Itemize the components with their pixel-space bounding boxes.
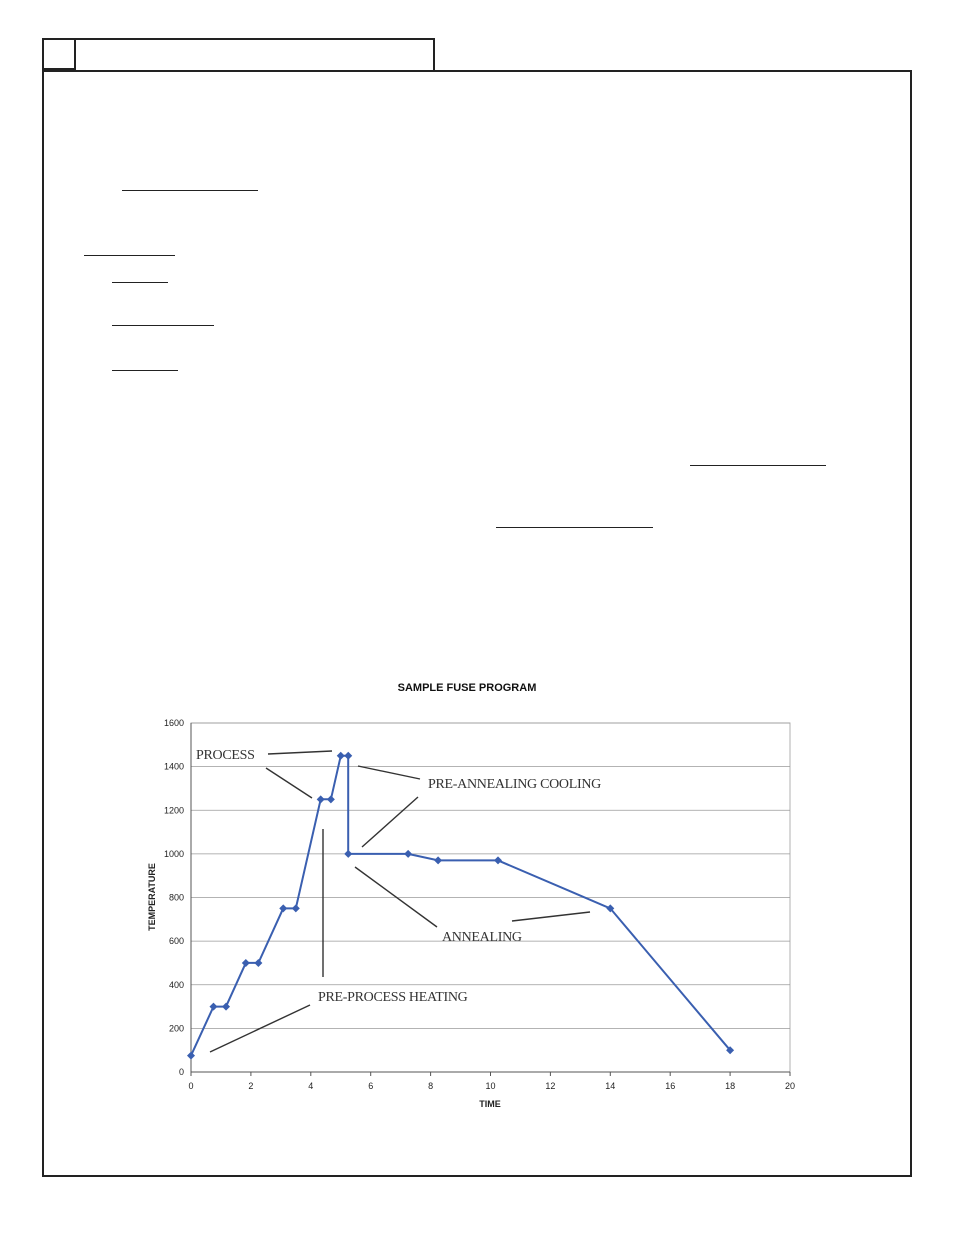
- x-tick-label: 6: [368, 1081, 374, 1091]
- x-axis-ticks: [188, 1072, 795, 1091]
- y-tick-label: 800: [168, 892, 184, 903]
- annotation-pre-annealing-cooling: PRE-ANNEALING COOLING: [428, 777, 601, 792]
- x-tick-label: 14: [605, 1081, 616, 1091]
- x-tick-label: 12: [545, 1081, 556, 1091]
- x-tick-label: 8: [428, 1081, 434, 1091]
- x-axis-title: TIME: [479, 1099, 501, 1109]
- annotation-process: PROCESS: [196, 748, 255, 763]
- y-tick-label: 1000: [163, 848, 184, 859]
- x-tick-label: 18: [725, 1081, 736, 1091]
- y-tick-label: 1400: [163, 761, 184, 772]
- annotation-pre-process-heating: PRE-PROCESS HEATING: [318, 990, 468, 1005]
- y-tick-label: 600: [168, 936, 184, 947]
- y-axis-ticks: [164, 718, 184, 1077]
- annotation-annealing: ANNEALING: [442, 930, 522, 945]
- y-tick-label: 1600: [163, 718, 184, 728]
- y-axis-title: TEMPERATURE: [147, 863, 157, 931]
- y-tick-label: 1200: [163, 805, 184, 816]
- y-tick-label: 200: [168, 1023, 184, 1034]
- y-tick-label: 0: [178, 1067, 184, 1077]
- x-tick-label: 4: [308, 1081, 314, 1091]
- x-tick-label: 0: [188, 1081, 194, 1091]
- x-tick-label: 2: [248, 1081, 254, 1091]
- x-tick-label: 16: [665, 1081, 676, 1091]
- x-tick-label: 20: [784, 1081, 796, 1091]
- x-tick-label: 10: [485, 1081, 496, 1091]
- y-tick-label: 400: [168, 979, 184, 990]
- chart-title: SAMPLE FUSE PROGRAM: [397, 682, 537, 694]
